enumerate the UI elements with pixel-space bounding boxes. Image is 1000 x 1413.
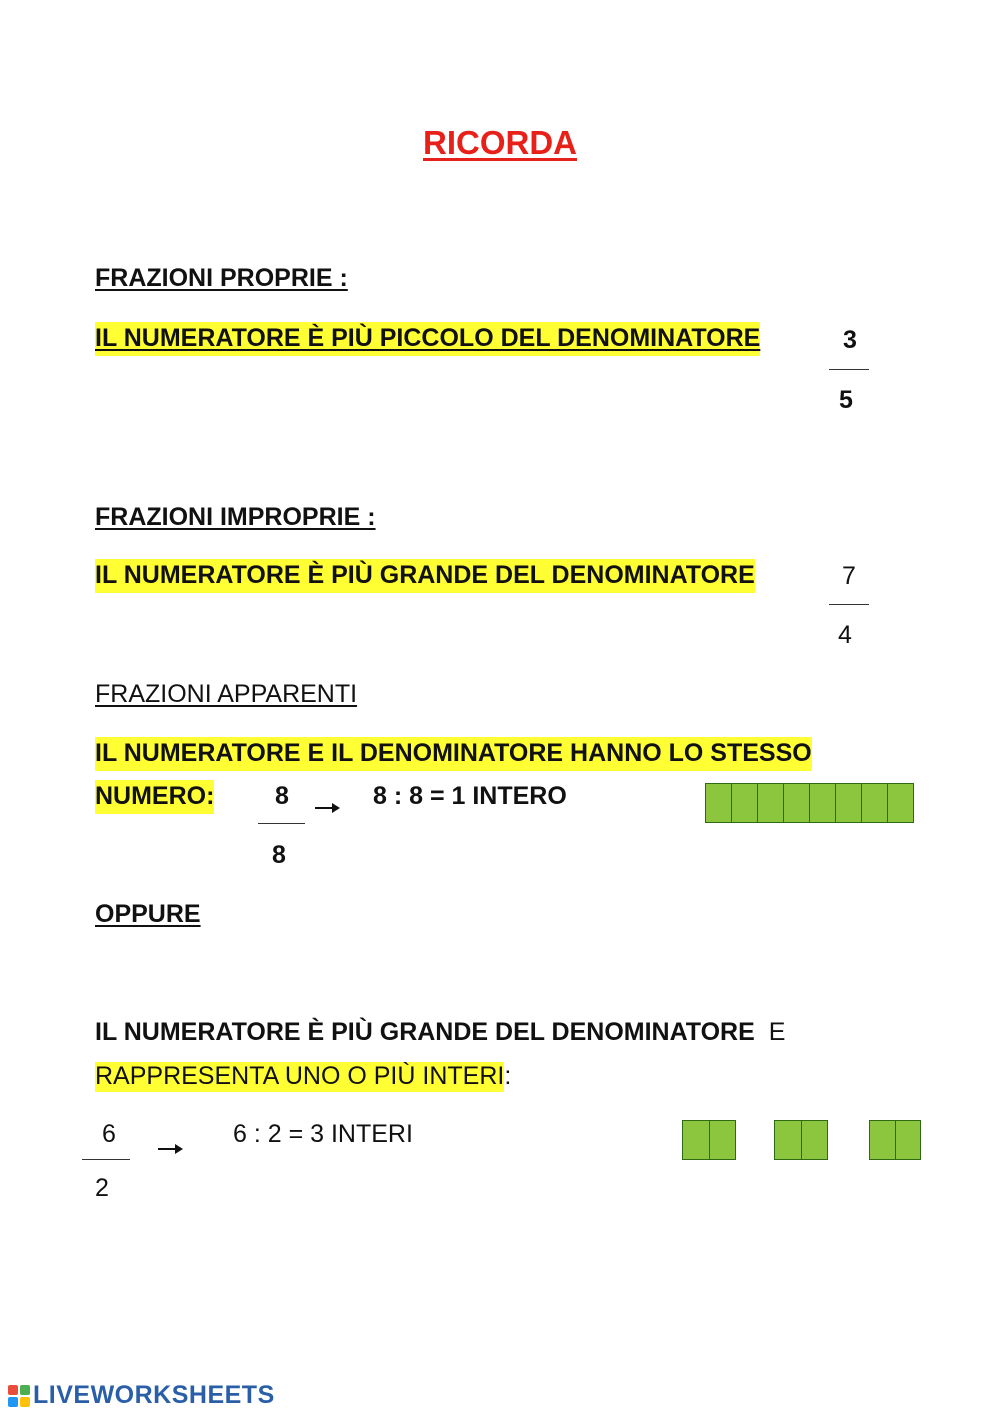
oppure-numerator: 6 <box>102 1120 116 1148</box>
oppure-rule-highlight: RAPPRESENTA UNO O PIÙ INTERI <box>95 1062 505 1090</box>
improprie-fraction-bar <box>829 604 869 605</box>
oppure-rule-line2 <box>95 1060 511 1092</box>
arrow-right-icon <box>314 800 340 814</box>
improprie-denominator: 4 <box>838 621 852 649</box>
whole-block-group-1 <box>682 1120 736 1160</box>
logo-square <box>8 1397 18 1407</box>
logo-square <box>20 1397 30 1407</box>
oppure-rule-line1 <box>95 1016 785 1048</box>
apparenti-numerator: 8 <box>275 782 289 810</box>
logo-square <box>20 1385 30 1395</box>
proprie-denominator: 5 <box>839 386 853 414</box>
apparenti-rule-line1: IL NUMERATORE E IL DENOMINATORE HANNO LO STESSO <box>95 737 812 771</box>
block-cell <box>888 784 913 822</box>
improprie-rule: IL NUMERATORE È PIÙ GRANDE DEL DENOMINATORE <box>95 559 755 593</box>
apparenti-equation: 8 : 8 = 1 INTERO <box>373 782 567 810</box>
block-cell <box>784 784 810 822</box>
oppure-fraction-bar <box>82 1159 130 1160</box>
oppure-rule-bold: IL NUMERATORE È PIÙ GRANDE DEL DENOMINATORE <box>95 1018 755 1046</box>
proprie-fraction-bar <box>829 369 869 370</box>
brand-name: LIVEWORKSHEETS <box>33 1381 275 1409</box>
liveworksheets-logo <box>8 1381 275 1410</box>
proprie-heading: FRAZIONI PROPRIE : <box>95 264 348 292</box>
oppure-equation: 6 : 2 = 3 INTERI <box>233 1120 413 1148</box>
apparenti-denominator: 8 <box>272 841 286 869</box>
block-cell <box>802 1121 828 1159</box>
oppure-denominator: 2 <box>95 1174 109 1202</box>
block-cell <box>775 1121 802 1159</box>
apparenti-rule-line2: NUMERO: <box>95 780 214 814</box>
oppure-rule-end: : <box>504 1062 512 1090</box>
block-cell <box>683 1121 710 1159</box>
block-cell <box>810 784 836 822</box>
block-cell <box>758 784 784 822</box>
block-cell <box>862 784 888 822</box>
oppure-rule-connector: E <box>768 1018 786 1046</box>
whole-block-group-2 <box>774 1120 828 1160</box>
whole-block-group-3 <box>869 1120 921 1160</box>
whole-blocks-8 <box>705 783 914 823</box>
block-cell <box>706 784 732 822</box>
block-cell <box>732 784 758 822</box>
block-cell <box>896 1121 921 1159</box>
block-cell <box>710 1121 736 1159</box>
apparenti-heading: FRAZIONI APPARENTI <box>95 680 358 708</box>
logo-square <box>8 1385 18 1395</box>
oppure-label: OPPURE <box>95 900 201 928</box>
improprie-heading: FRAZIONI IMPROPRIE : <box>95 503 376 531</box>
apparenti-fraction-bar <box>258 823 305 824</box>
arrow-right-icon <box>157 1142 183 1156</box>
page-title: RICORDA <box>423 124 577 161</box>
proprie-rule: IL NUMERATORE È PIÙ PICCOLO DEL DENOMINATORE <box>95 322 760 356</box>
improprie-numerator: 7 <box>842 562 856 590</box>
liveworksheets-logo-icon <box>8 1385 30 1407</box>
block-cell <box>870 1121 896 1159</box>
block-cell <box>836 784 862 822</box>
proprie-numerator: 3 <box>843 326 857 354</box>
